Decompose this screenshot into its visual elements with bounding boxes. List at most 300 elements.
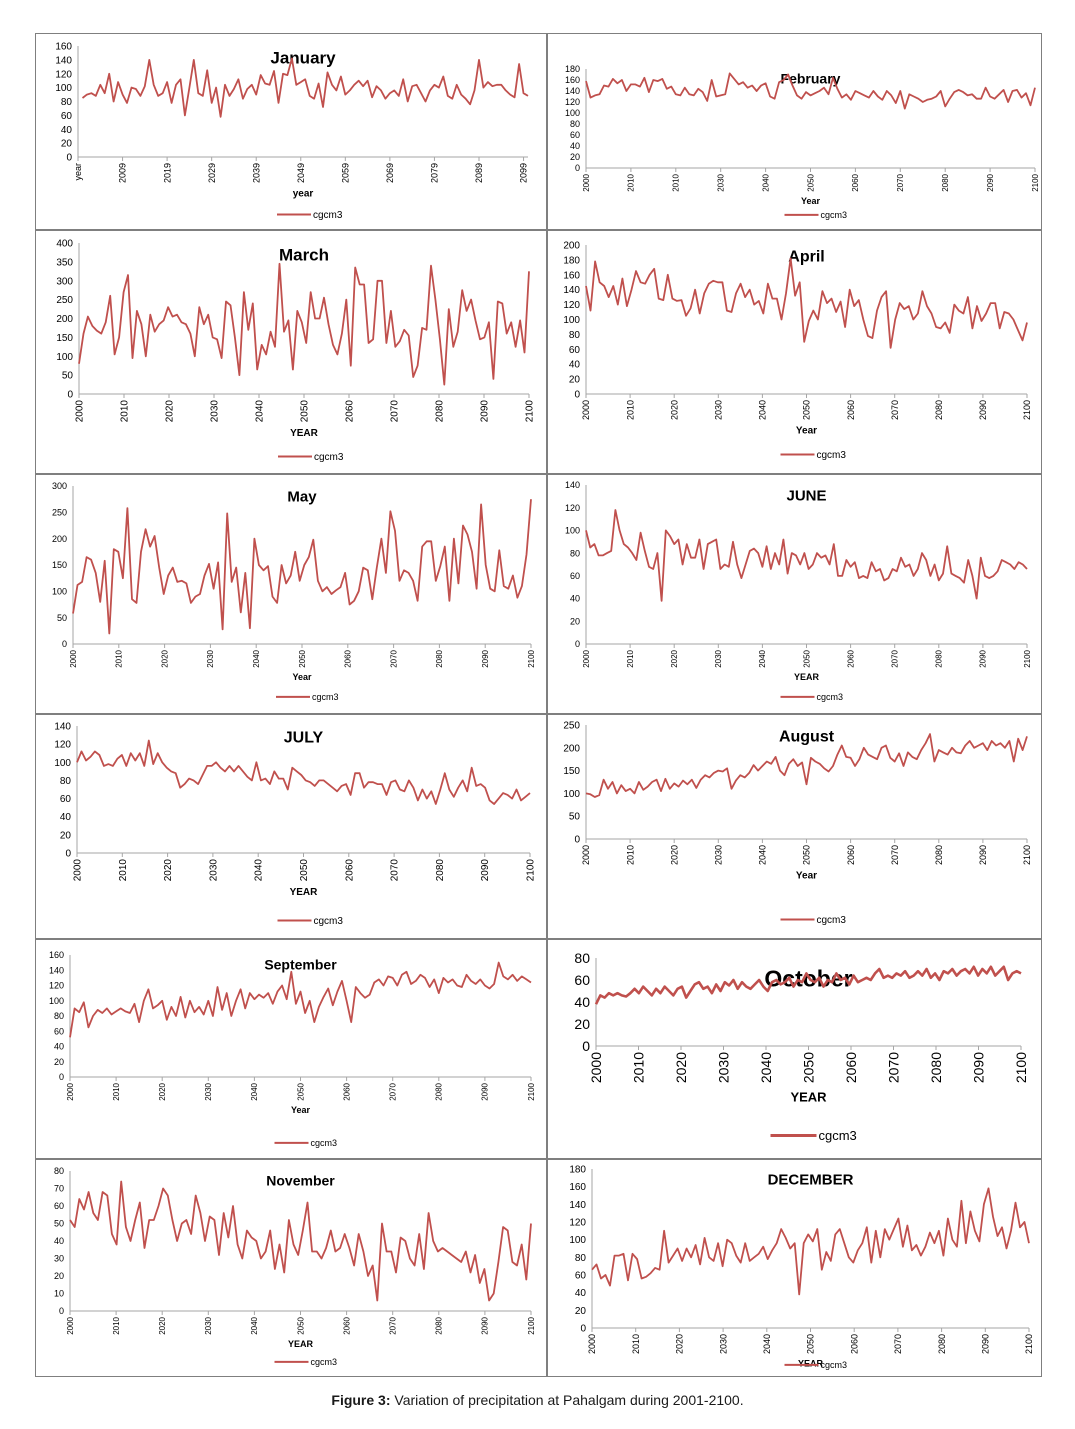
x-tick-label: 2069 — [385, 163, 396, 184]
y-tick-label: 20 — [59, 830, 71, 842]
x-tick-label: 2090 — [970, 1052, 987, 1084]
y-tick-label: 20 — [574, 1015, 590, 1032]
x-tick-label: 2080 — [434, 1083, 444, 1101]
x-tick-label: 2000 — [581, 400, 592, 421]
y-tick-label: 0 — [574, 834, 580, 846]
chart-svg — [36, 940, 548, 1160]
x-tick-label: 2070 — [388, 1317, 398, 1335]
y-tick-label: 20 — [53, 1271, 64, 1282]
x-tick-label: 2089 — [474, 163, 485, 184]
y-tick-label: 100 — [48, 995, 64, 1006]
x-tick-label: 2040 — [758, 650, 768, 668]
x-tick-label: 2000 — [68, 650, 78, 668]
chart-svg — [548, 34, 1043, 231]
x-tick-label: 2070 — [889, 400, 900, 421]
chart-svg — [36, 475, 548, 715]
y-tick-label: 0 — [66, 152, 72, 164]
x-tick-label: 2040 — [254, 400, 266, 423]
y-tick-label: 200 — [51, 533, 67, 544]
x-tick-label: 2010 — [630, 1052, 647, 1084]
x-tick-label: 2080 — [934, 650, 944, 668]
x-tick-label: 2050 — [299, 400, 311, 423]
chart-title: JULY — [283, 729, 324, 747]
chart-panel-may — [35, 474, 547, 714]
x-tick-label: 2100 — [526, 1317, 536, 1335]
x-tick-label: 2009 — [117, 163, 128, 184]
x-tick-label: 2030 — [718, 1334, 729, 1355]
x-tick-label: 2080 — [941, 174, 950, 192]
chart-panel-february — [547, 33, 1042, 230]
y-tick-label: 160 — [564, 75, 580, 86]
y-tick-label: 20 — [569, 152, 580, 163]
chart-svg — [548, 940, 1043, 1160]
chart-title: January — [270, 48, 336, 68]
x-tick-label: 2080 — [933, 845, 944, 866]
y-tick-label: 60 — [574, 971, 590, 988]
y-tick-label: 50 — [56, 612, 67, 623]
x-tick-label: 2060 — [342, 1317, 352, 1335]
y-tick-label: 20 — [60, 138, 72, 150]
x-tick-label: 2040 — [250, 1317, 260, 1335]
x-tick-label: 2070 — [389, 859, 401, 882]
y-tick-label: 0 — [58, 1306, 64, 1317]
x-tick-label: 2020 — [670, 650, 679, 668]
x-tick-label: 2050 — [805, 1334, 816, 1355]
x-tick-label: 2100 — [1022, 400, 1033, 421]
y-tick-label: 50 — [61, 370, 73, 382]
x-axis-title: YEAR — [790, 1089, 827, 1105]
y-tick-label: 80 — [53, 1166, 64, 1177]
y-tick-label: 140 — [54, 721, 71, 733]
y-tick-label: 20 — [568, 374, 580, 386]
series-line-cgcm3 — [79, 264, 529, 385]
caption-label: Figure 3: — [331, 1392, 391, 1408]
y-tick-label: 60 — [569, 571, 580, 582]
x-tick-label: 2050 — [801, 400, 812, 421]
y-tick-label: 180 — [564, 64, 580, 75]
x-axis-title: Year — [795, 425, 818, 437]
chart-panel-october — [547, 939, 1042, 1159]
y-tick-label: 0 — [67, 389, 73, 401]
chart-title: April — [788, 248, 825, 266]
y-tick-label: 200 — [563, 240, 580, 252]
y-tick-label: 60 — [574, 1270, 586, 1282]
y-tick-label: 100 — [56, 351, 73, 363]
x-tick-label: 2010 — [671, 174, 681, 192]
x-tick-label: 2000 — [587, 1334, 598, 1355]
x-tick-label: 2050 — [802, 650, 812, 668]
y-tick-label: 80 — [569, 119, 580, 130]
y-tick-label: 80 — [574, 1252, 586, 1264]
x-tick-label: 2100 — [1012, 1052, 1029, 1084]
y-tick-label: 200 — [563, 743, 580, 755]
x-tick-label: 2030 — [204, 1317, 214, 1335]
y-tick-label: 40 — [53, 1041, 64, 1052]
y-tick-label: 120 — [54, 739, 71, 751]
y-tick-label: 60 — [60, 110, 72, 122]
x-tick-label: 2070 — [389, 650, 399, 668]
y-tick-label: 160 — [48, 950, 64, 961]
x-tick-label: 2050 — [297, 650, 307, 668]
series-line-cgcm3 — [73, 499, 531, 633]
x-tick-label: 2060 — [846, 650, 856, 668]
y-tick-label: 160 — [569, 1182, 586, 1194]
x-tick-label: 2020 — [163, 859, 175, 882]
x-tick-label: 2070 — [388, 1083, 398, 1101]
x-tick-label: 2040 — [757, 1052, 774, 1084]
x-tick-label: 2050 — [801, 845, 812, 866]
x-tick-label: 2030 — [713, 845, 724, 866]
x-tick-label: 2100 — [1030, 174, 1040, 192]
x-axis-title: Year — [292, 671, 312, 682]
x-tick-label: 2090 — [985, 174, 995, 192]
x-tick-label: 2079 — [429, 163, 440, 184]
x-tick-label: 2010 — [626, 174, 636, 192]
y-tick-label: 80 — [59, 775, 71, 787]
x-tick-label: 2100 — [526, 1083, 536, 1101]
y-tick-label: 40 — [53, 1236, 64, 1247]
x-tick-label: 2070 — [896, 174, 906, 192]
y-tick-label: 80 — [568, 329, 580, 341]
y-tick-label: 180 — [563, 255, 580, 267]
x-axis-title: YEAR — [793, 671, 820, 682]
legend-label: cgcm3 — [313, 210, 343, 221]
x-tick-label: 2020 — [669, 400, 680, 421]
chart-title: November — [266, 1172, 335, 1189]
x-axis-title: YEAR — [797, 1358, 824, 1369]
x-tick-label: 2070 — [889, 845, 900, 866]
legend-label: cgcm3 — [314, 452, 344, 463]
x-tick-label: 2040 — [757, 400, 768, 421]
y-tick-label: 120 — [564, 502, 580, 513]
x-tick-label: 2050 — [806, 174, 816, 192]
chart-panel-december — [547, 1159, 1042, 1377]
x-tick-label: 2080 — [927, 1052, 944, 1084]
y-tick-label: 150 — [56, 332, 73, 344]
y-tick-label: 120 — [564, 97, 580, 108]
legend-label: cgcm3 — [820, 210, 848, 220]
y-tick-label: 100 — [563, 788, 580, 800]
x-tick-label: 2039 — [251, 163, 262, 184]
y-tick-label: 100 — [563, 315, 580, 326]
chart-title: March — [278, 245, 330, 265]
y-tick-label: 0 — [574, 389, 580, 401]
x-tick-label: 2100 — [526, 650, 536, 668]
legend-label: cgcm3 — [310, 1138, 338, 1148]
y-tick-label: 100 — [569, 1235, 586, 1247]
y-tick-label: 20 — [569, 616, 580, 627]
chart-title: May — [287, 488, 317, 506]
x-tick-label: 2020 — [674, 1334, 685, 1355]
x-tick-label: 2060 — [849, 1334, 860, 1355]
y-tick-label: 10 — [53, 1288, 64, 1299]
x-tick-label: 2060 — [344, 859, 356, 882]
y-tick-label: 140 — [55, 55, 72, 67]
x-tick-label: 2090 — [480, 859, 492, 882]
y-tick-label: 140 — [563, 285, 580, 297]
x-tick-label: 2010 — [111, 1317, 121, 1335]
x-tick-label: 2060 — [343, 650, 353, 668]
y-tick-label: 120 — [563, 300, 580, 312]
x-tick-label: 2000 — [581, 650, 591, 668]
series-line-cgcm3 — [70, 1182, 531, 1301]
x-tick-label: 2080 — [936, 1334, 947, 1355]
y-tick-label: 100 — [564, 108, 580, 119]
y-tick-label: 60 — [53, 1201, 64, 1212]
x-tick-label: 2100 — [524, 400, 536, 423]
x-tick-label: 2060 — [845, 400, 856, 421]
x-tick-label: 2020 — [669, 845, 680, 866]
legend-label: cgcm3 — [313, 916, 343, 927]
x-tick-label: 2049 — [295, 163, 306, 184]
x-tick-label: 2100 — [1022, 845, 1033, 866]
y-tick-label: 140 — [569, 1199, 586, 1211]
y-tick-label: 40 — [59, 812, 71, 824]
x-tick-label: 2060 — [342, 1083, 352, 1101]
x-tick-label: 2099 — [518, 163, 529, 184]
x-tick-label: 2020 — [164, 400, 176, 423]
y-tick-label: 180 — [569, 1164, 586, 1176]
x-tick-label: 2040 — [252, 650, 261, 668]
legend-label: cgcm3 — [816, 450, 846, 461]
x-axis-title: Year — [290, 1104, 311, 1115]
series-line-cgcm3 — [586, 258, 1027, 347]
y-tick-label: 0 — [574, 639, 580, 650]
y-tick-label: 40 — [569, 141, 580, 152]
x-tick-label: 2090 — [480, 1083, 490, 1101]
y-tick-label: 0 — [580, 1323, 586, 1335]
y-tick-label: 0 — [574, 163, 580, 174]
chart-panel-august — [547, 714, 1042, 939]
x-tick-label: 2000 — [74, 400, 86, 423]
x-tick-label: 2070 — [893, 1334, 904, 1355]
chart-svg — [548, 715, 1043, 940]
chart-panel-july — [35, 714, 547, 939]
y-tick-label: 100 — [564, 525, 580, 536]
chart-svg — [36, 715, 548, 940]
x-tick-label: 2080 — [435, 650, 445, 668]
y-tick-label: 120 — [48, 980, 64, 991]
chart-panel-january — [35, 33, 547, 230]
y-tick-label: 60 — [59, 794, 71, 806]
y-tick-label: 400 — [56, 238, 73, 250]
x-tick-label: 2100 — [1022, 650, 1032, 668]
x-tick-label: 2090 — [978, 845, 989, 866]
y-tick-label: 40 — [568, 359, 580, 371]
x-axis-title: YEAR — [289, 887, 318, 898]
y-tick-label: 150 — [563, 766, 580, 778]
chart-svg — [548, 475, 1043, 715]
x-tick-label: 2100 — [525, 859, 537, 882]
x-tick-label: 2020 — [672, 1052, 689, 1084]
x-axis-title: YEAR — [290, 428, 318, 439]
chart-title: September — [264, 956, 337, 973]
x-tick-label: 2010 — [625, 650, 635, 668]
y-tick-label: 200 — [56, 314, 73, 325]
x-tick-label: 2029 — [206, 163, 217, 184]
y-tick-label: 100 — [54, 757, 71, 769]
chart-svg — [36, 34, 548, 231]
x-tick-label: 2040 — [757, 845, 768, 866]
x-tick-label: 2090 — [980, 1334, 991, 1355]
x-tick-label: 2030 — [714, 650, 724, 668]
x-tick-label: 2060 — [842, 1052, 859, 1084]
y-tick-label: 50 — [568, 811, 580, 823]
series-line-cgcm3 — [70, 963, 531, 1038]
x-tick-label: 2010 — [114, 650, 124, 668]
x-tick-label: 2040 — [761, 1334, 772, 1355]
x-tick-label: 2010 — [625, 845, 636, 866]
y-tick-label: 140 — [564, 86, 580, 97]
chart-svg — [36, 231, 548, 475]
y-tick-label: 150 — [51, 560, 67, 571]
x-tick-label: 2030 — [204, 1083, 214, 1101]
chart-svg — [548, 231, 1043, 475]
x-tick-label: 2030 — [713, 400, 724, 421]
x-axis-title: YEAR — [287, 1338, 314, 1349]
x-tick-label: 2050 — [296, 1317, 306, 1335]
y-tick-label: 60 — [569, 130, 580, 141]
y-tick-label: 60 — [568, 344, 580, 356]
x-tick-label: 2000 — [581, 174, 591, 192]
y-tick-label: 350 — [56, 257, 73, 269]
x-tick-label: 2030 — [209, 400, 221, 423]
x-tick-label: 2080 — [434, 1317, 444, 1335]
y-tick-label: 60 — [53, 1026, 64, 1037]
legend-label: cgcm3 — [816, 692, 844, 702]
chart-panel-april — [547, 230, 1042, 474]
x-tick-label: 2030 — [208, 859, 220, 882]
x-tick-label: 2080 — [933, 400, 944, 421]
legend-label: cgcm3 — [816, 915, 846, 926]
y-tick-label: 40 — [60, 124, 72, 136]
x-tick-label: 2060 — [845, 845, 856, 866]
x-tick-label: 2020 — [160, 650, 170, 668]
series-line-cgcm3 — [586, 510, 1027, 601]
x-tick-label: 2000 — [587, 1052, 604, 1084]
x-tick-label: 2010 — [111, 1083, 121, 1101]
x-tick-label: 2010 — [117, 859, 129, 882]
x-tick-label: 2090 — [978, 650, 988, 668]
x-tick-label: 2090 — [479, 400, 491, 423]
x-axis-title: Year — [800, 195, 821, 206]
x-tick-label: 2030 — [715, 1052, 732, 1084]
y-tick-label: 40 — [574, 993, 590, 1010]
chart-title: DECEMBER — [767, 1171, 854, 1189]
x-tick-label: 2059 — [340, 163, 351, 184]
x-tick-label: 2010 — [119, 400, 131, 423]
y-tick-label: 40 — [574, 1288, 586, 1300]
y-tick-label: 120 — [569, 1217, 586, 1229]
chart-panel-june — [547, 474, 1042, 714]
series-line-cgcm3 — [592, 1188, 1029, 1294]
x-tick-label: 2010 — [630, 1334, 641, 1355]
x-tick-label: 2090 — [978, 400, 989, 421]
y-tick-label: 20 — [574, 1305, 586, 1317]
y-tick-label: 300 — [51, 481, 67, 492]
chart-title: JUNE — [786, 487, 827, 505]
y-tick-label: 100 — [51, 586, 67, 597]
x-tick-label: 2000 — [72, 859, 84, 882]
y-tick-label: 120 — [55, 69, 72, 81]
y-tick-label: 300 — [56, 276, 73, 288]
x-tick-label: 2010 — [625, 400, 636, 421]
figure-caption — [0, 1392, 1075, 1408]
y-tick-label: 140 — [564, 480, 580, 491]
chart-svg — [36, 1160, 548, 1378]
x-tick-label: 2060 — [344, 400, 356, 423]
y-tick-label: 80 — [569, 548, 580, 559]
x-tick-label: 2090 — [480, 1317, 490, 1335]
y-tick-label: 0 — [58, 1072, 64, 1083]
x-tick-label: 2070 — [885, 1052, 902, 1084]
x-tick-label: 2000 — [581, 845, 592, 866]
legend-label: cgcm3 — [312, 692, 339, 702]
chart-title: August — [778, 728, 835, 746]
chart-panel-march — [35, 230, 547, 474]
y-tick-label: 70 — [53, 1183, 64, 1194]
y-tick-label: 160 — [563, 270, 580, 282]
y-tick-label: 100 — [55, 83, 72, 95]
chart-svg — [548, 1160, 1043, 1378]
x-tick-label: 2050 — [299, 859, 310, 882]
x-tick-label: 2070 — [389, 400, 401, 423]
y-tick-label: 160 — [55, 41, 72, 53]
x-axis-title: Year — [795, 870, 818, 882]
x-axis-title: year — [292, 188, 314, 200]
x-tick-label: 2020 — [158, 1317, 167, 1335]
x-tick-label: 2050 — [800, 1052, 817, 1084]
y-tick-label: 250 — [563, 720, 580, 732]
y-tick-label: 0 — [65, 848, 71, 860]
y-tick-label: 30 — [53, 1253, 64, 1264]
y-tick-label: 20 — [53, 1056, 64, 1067]
x-tick-label: 2020 — [158, 1083, 167, 1101]
x-tick-label: 2040 — [761, 174, 771, 192]
y-tick-label: 80 — [574, 949, 590, 966]
x-tick-label: 2060 — [851, 174, 861, 192]
x-tick-label: 2080 — [434, 400, 446, 423]
x-tick-label: 2019 — [162, 163, 173, 184]
y-tick-label: 0 — [582, 1037, 590, 1054]
chart-panel-september — [35, 939, 547, 1159]
chart-panel-november — [35, 1159, 547, 1377]
y-tick-label: 80 — [53, 1011, 64, 1022]
legend-label: cgcm3 — [818, 1128, 857, 1143]
y-tick-label: 250 — [51, 507, 67, 518]
y-tick-label: 80 — [60, 97, 72, 108]
x-tick-label: 2080 — [434, 859, 446, 882]
legend-label: cgcm3 — [820, 1360, 848, 1370]
legend-label: cgcm3 — [310, 1357, 338, 1367]
series-line-cgcm3 — [77, 741, 530, 805]
x-tick-label: 2040 — [250, 1083, 260, 1101]
x-tick-label: 2030 — [716, 174, 726, 192]
chart-title: February — [780, 70, 841, 87]
y-tick-label: 40 — [569, 593, 580, 604]
x-tick-label: 2050 — [296, 1083, 306, 1101]
y-tick-label: 50 — [53, 1218, 64, 1229]
x-tick-label: 2030 — [206, 650, 216, 668]
y-tick-label: 140 — [48, 965, 64, 976]
x-tick-label: 2000 — [65, 1317, 75, 1335]
x-tick-label: 2070 — [890, 650, 900, 668]
x-tick-label: 2040 — [253, 859, 265, 882]
caption-text: Variation of precipitation at Pahalgam during 2001-2100. — [394, 1392, 744, 1408]
x-tick-label: 2000 — [65, 1083, 75, 1101]
chart-title: October — [764, 965, 853, 992]
x-tick-label: year — [73, 163, 84, 181]
